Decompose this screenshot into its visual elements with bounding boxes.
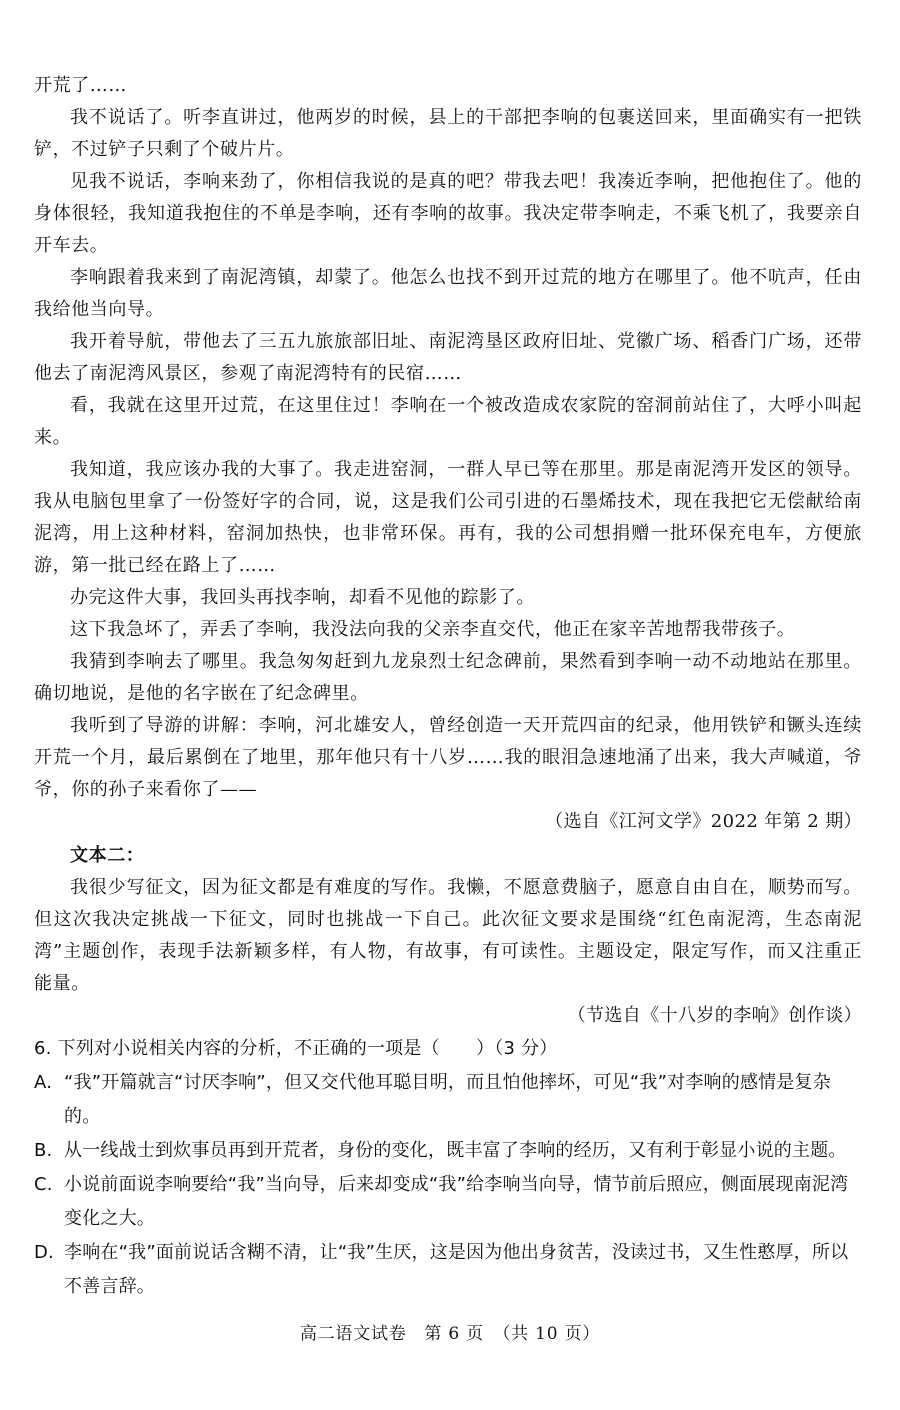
text-two-body bbox=[34, 872, 862, 1000]
option-letter: A. bbox=[34, 1072, 53, 1093]
option-a bbox=[34, 1066, 862, 1134]
text-one-source: （选自《江河文学》2022 年第 2 期） bbox=[545, 811, 862, 832]
option-text: 小说前面说李响要给“我”当向导，后来却变成“我”给李响当向导，情节前后照应，侧面展现南泥湾变化之大。 bbox=[64, 1174, 849, 1229]
text-two-source: （节选自《十八岁的李响》创作谈） bbox=[567, 1005, 862, 1026]
story-paragraph: 见我不说话，李响来劲了，你相信我说的是真的吧？带我去吧！我凑近李响，把他抱住了。他的身体很轻，我知道我抱住的不单是李响，还有李响的故事。我决定带李响走，不乘飞机了，我要亲自开车去。 bbox=[34, 171, 862, 256]
option-text: “我”开篇就言“讨厌李响”，但又交代他耳聪目明，而且怕他摔坏，可见“我”对李响的感情是复杂的。 bbox=[64, 1072, 831, 1127]
question-options bbox=[34, 1066, 862, 1304]
option-b bbox=[34, 1134, 862, 1168]
story-paragraph: 这下我急坏了，弄丢了李响，我没法向我的父亲李直交代，他正在家辛苦地帮我带孩子。 bbox=[70, 619, 796, 640]
text-one-story bbox=[34, 70, 862, 806]
option-text: 李响在“我”面前说话含糊不清，让“我”生厌，这是因为他出身贫苦，没读过书，又生性憨厚，所以不善言辞。 bbox=[64, 1242, 849, 1297]
story-paragraph: 我知道，我应该办我的大事了。我走进窑洞，一群人早已等在那里。那是南泥湾开发区的领导。我从电脑包里拿了一份签好字的合同，说，这是我们公司引进的石墨烯技术，现在我把它无偿献给南泥湾，用上这种材料，窑洞加热快，也非常环保。再有，我的公司想捐赠一批环保充电车，方便旅游，第一批已经在路上了…… bbox=[34, 459, 862, 576]
story-paragraph: 李响跟着我来到了南泥湾镇，却蒙了。他怎么也找不到开过荒的地方在哪里了。他不吭声，任由我给他当向导。 bbox=[34, 267, 862, 320]
story-paragraph: 办完这件大事，我回头再找李响，却看不见他的踪影了。 bbox=[70, 587, 535, 608]
story-paragraph: 我听到了导游的讲解：李响，河北雄安人，曾经创造一天开荒四亩的纪录，他用铁铲和镢头连续开荒一个月，最后累倒在了地里，那年他只有十八岁……我的眼泪急速地涌了出来，我大声喊道，爷爷，你的孙子来看你了—— bbox=[34, 715, 862, 800]
text-two-title: 文本二： bbox=[70, 845, 145, 866]
exam-page bbox=[34, 70, 862, 1304]
story-paragraph: 我猜到李响去了哪里。我急匆匆赶到九龙泉烈士纪念碑前，果然看到李响一动不动地站在那里。确切地说，是他的名字嵌在了纪念碑里。 bbox=[34, 651, 862, 704]
question-stem: 6. 下列对小说相关内容的分析，不正确的一项是（ ）（3 分） bbox=[34, 1038, 558, 1059]
story-paragraph: 开荒了…… bbox=[34, 75, 127, 96]
story-paragraph: 看，我就在这里开过荒，在这里住过！李响在一个被改造成农家院的窑洞前站住了，大呼小叫起来。 bbox=[34, 395, 862, 448]
story-paragraph: 我开着导航，带他去了三五九旅旅部旧址、南泥湾垦区政府旧址、党徽广场、稻香门广场，还带他去了南泥湾风景区，参观了南泥湾特有的民宿…… bbox=[34, 331, 862, 384]
option-letter: C. bbox=[34, 1174, 53, 1195]
story-paragraph: 我很少写征文，因为征文都是有难度的写作。我懒，不愿意费脑子，愿意自由自在，顺势而写。但这次我决定挑战一下征文，同时也挑战一下自己。此次征文要求是围绕“红色南泥湾，生态南泥湾”主题创作，表现手法新颖多样，有人物，有故事，有可读性。主题设定，限定写作，而又注重正能量。 bbox=[34, 877, 862, 994]
page-footer: 高二语文试卷 第 6 页 （共 10 页） bbox=[299, 1324, 601, 1344]
option-text: 从一线战士到炊事员再到开荒者，身份的变化，既丰富了李响的经历，又有利于彰显小说的主题。 bbox=[64, 1140, 847, 1161]
option-d bbox=[34, 1236, 862, 1304]
option-c bbox=[34, 1168, 862, 1236]
story-paragraph: 我不说话了。听李直讲过，他两岁的时候，县上的干部把李响的包裹送回来，里面确实有一把铁铲，不过铲子只剩了个破片片。 bbox=[34, 107, 862, 160]
question-6 bbox=[34, 1032, 862, 1304]
option-letter: B. bbox=[34, 1140, 53, 1161]
option-letter: D. bbox=[34, 1242, 54, 1263]
